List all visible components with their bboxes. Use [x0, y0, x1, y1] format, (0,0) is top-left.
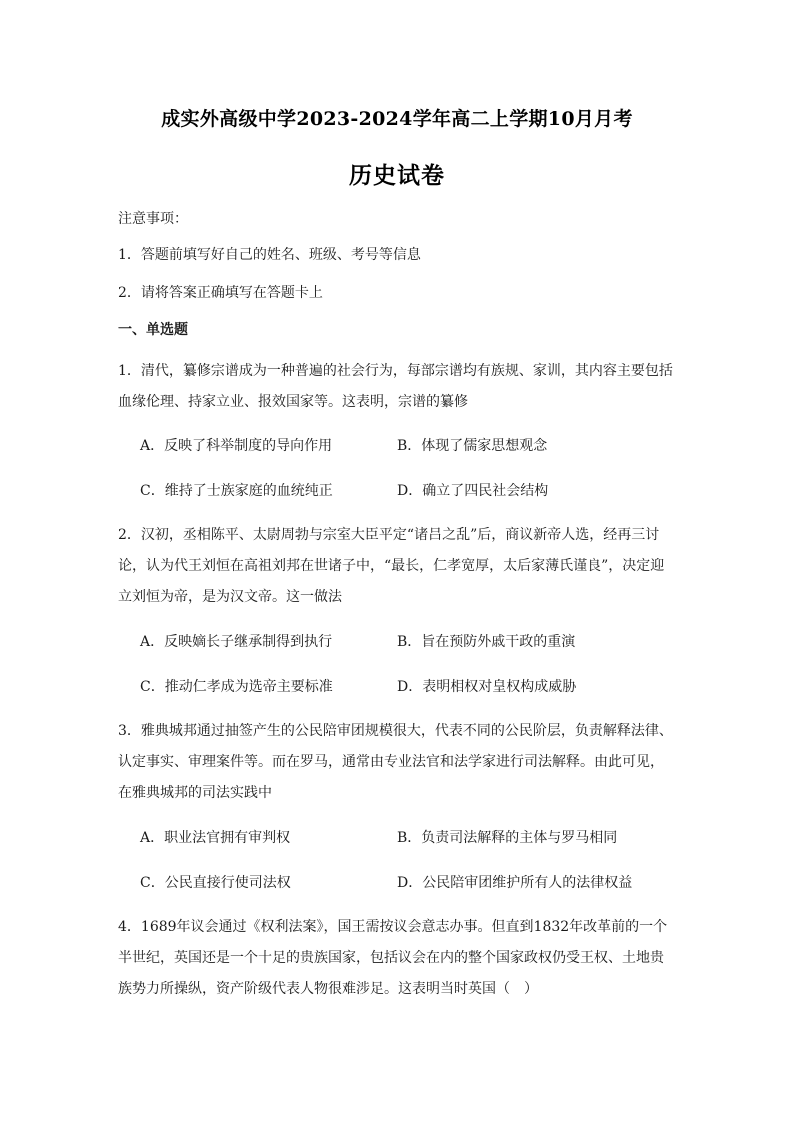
question-3-text: 认定事实、审理案件等。而在罗马，通常由专业法官和法学家进行司法解释。由此可见， [118, 754, 664, 770]
notes-item: 1．答题前填写好自己的姓名、班级、考号等信息 [118, 247, 421, 263]
question-2-option-c[interactable]: C．推动仁孝成为选帝主要标准 [140, 679, 333, 695]
question-1-option-a[interactable]: A．反映了科举制度的导向作用 [140, 438, 333, 454]
question-2-option-b[interactable]: B．旨在预防外戚干政的重演 [397, 634, 576, 650]
section-heading: 一、单选题 [118, 322, 188, 338]
question-3-text: 3．雅典城邦通过抽签产生的公民陪审团规模很大，代表不同的公民阶层，负责解释法律、 [118, 723, 673, 739]
question-4-text: 4．1689年议会通过《权利法案》，国王需按议会意志办事。但直到1832年改革前的一个 [118, 919, 668, 935]
question-2-text: 立刘恒为帝，是为汉文帝。这一做法 [118, 589, 342, 605]
notes-heading: 注意事项： [118, 211, 188, 227]
question-1-option-d[interactable]: D．确立了四民社会结构 [397, 483, 549, 499]
exam-title: 成实外高级中学2023-2024学年高二上学期10月月考 [161, 108, 633, 130]
question-4-text: 族势力所操纵，资产阶级代表人物很难涉足。这表明当时英国（ ） [118, 981, 538, 997]
question-2-option-a[interactable]: A．反映嫡长子继承制得到执行 [140, 634, 333, 650]
exam-subject-title: 历史试卷 [349, 162, 445, 189]
question-1-option-b[interactable]: B．体现了儒家思想观念 [397, 438, 548, 454]
question-3-option-a[interactable]: A．职业法官拥有审判权 [140, 830, 291, 846]
question-3-option-c[interactable]: C．公民直接行使司法权 [140, 875, 291, 891]
question-2-option-d[interactable]: D．表明相权对皇权构成威胁 [397, 679, 577, 695]
question-1-text: 1．清代，纂修宗谱成为一种普遍的社会行为，每部宗谱均有族规、家训，其内容主要包括 [118, 363, 673, 379]
question-3-text: 在雅典城邦的司法实践中 [118, 785, 272, 801]
question-4-text: 半世纪，英国还是一个十足的贵族国家，包括议会在内的整个国家政权仍受王权、土地贵 [118, 950, 664, 966]
question-3-option-b[interactable]: B．负责司法解释的主体与罗马相同 [397, 830, 618, 846]
question-1-option-c[interactable]: C．维持了士族家庭的血统纯正 [140, 483, 333, 499]
question-1-text: 血缘伦理、持家立业、报效国家等。这表明，宗谱的纂修 [118, 394, 468, 410]
question-3-option-d[interactable]: D．公民陪审团维护所有人的法律权益 [397, 875, 633, 891]
question-2-text: 论，认为代王刘恒在高祖刘邦在世诸子中，“最长，仁孝宽厚，太后家薄氏谨良”，决定迎 [118, 558, 665, 574]
question-2-text: 2．汉初，丞相陈平、太尉周勃与宗室大臣平定“诸吕之乱”后，商议新帝人选，经再三讨 [118, 527, 660, 543]
notes-item: 2．请将答案正确填写在答题卡上 [118, 285, 323, 301]
